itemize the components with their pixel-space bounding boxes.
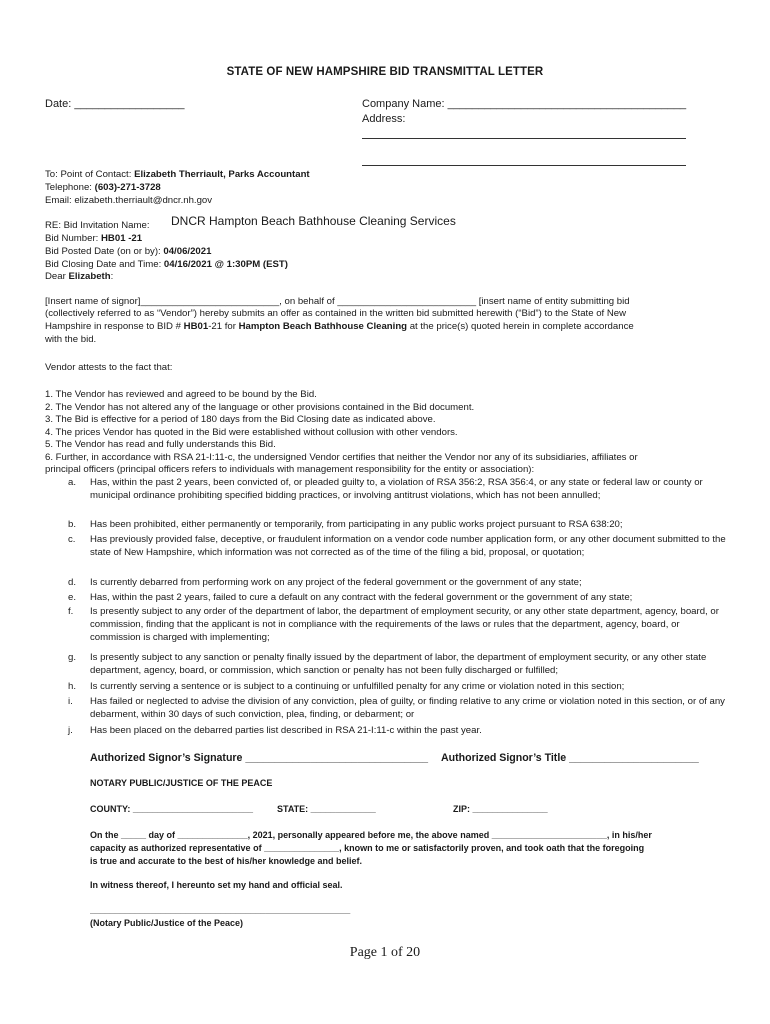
list-item: 3. The Bid is effective for a period of 180 days from the Bid Closing date as indicated above. xyxy=(45,414,436,425)
list-item: 2. The Vendor has not altered any of the language or other provisions contained in the Bid document. xyxy=(45,402,475,413)
sub-item-letter: g. xyxy=(68,652,77,663)
sub-item-text: Is currently serving a sentence or is subject to a continuing or unfulfilled penalty for any crime or violation noted in this section; xyxy=(90,681,625,692)
contact-name: Elizabeth Therriault, Parks Accountant xyxy=(134,169,310,180)
sub-item-text: Has been placed on the debarred parties list described in RSA 21-I:11-c within the past year. xyxy=(90,725,482,736)
zip-field[interactable]: ZIP: _______________ xyxy=(453,804,548,814)
attest-heading: Vendor attests to the fact that: xyxy=(45,362,173,373)
point-of-contact: To: Point of Contact: Elizabeth Therriault, Parks Accountant xyxy=(45,169,310,180)
sub-item-letter: c. xyxy=(68,534,76,545)
address-label: Address: xyxy=(362,113,406,125)
sub-item-text: Is presently subject to any order of the department of labor, the department of employment security, or any other state department, agency, board, or commission, finding that the applicant is not in compliance with the requirements of the laws or rules that the department, agency, board, or commission is charged with implementing; xyxy=(90,606,719,643)
authorized-signor-signature-field[interactable]: Authorized Signor’s Signature _______________________________ xyxy=(90,752,429,764)
sub-item-letter: a. xyxy=(68,477,77,488)
bid-closing-date: Bid Closing Date and Time: 04/16/2021 @ 1:30PM (EST) xyxy=(45,259,288,270)
county-field[interactable]: COUNTY: ________________________ xyxy=(90,804,253,814)
list-item: 4. The prices Vendor has quoted in the Bid were established without collusion with other vendors. xyxy=(45,427,458,438)
list-item: 5. The Vendor has read and fully understands this Bid. xyxy=(45,439,276,450)
authorized-signor-title-field[interactable]: Authorized Signor’s Title ______________________ xyxy=(441,752,699,764)
sub-item-letter: i. xyxy=(68,696,73,707)
telephone-value: (603)-271-3728 xyxy=(94,182,161,193)
sub-item-text: Has, within the past 2 years, been convicted of, or pleaded guilty to, a violation of RSA 356:2, RSA 356:4, or any state or federal law or county or municipal ordinance prohibiting specified bidding practices, or involving antitrust violations, which has not been annulled; xyxy=(90,477,703,501)
page-title: STATE OF NEW HAMPSHIRE BID TRANSMITTAL LETTER xyxy=(226,66,544,78)
sub-item-letter: b. xyxy=(68,519,77,530)
sub-item-letter: d. xyxy=(68,577,77,588)
oath-line-3: is true and accurate to the best of his/her knowledge and belief. xyxy=(90,856,363,866)
sub-item-text: Is currently debarred from performing work on any project of the federal government or the government of any state; xyxy=(90,577,582,588)
sub-item-text: Is presently subject to any sanction or penalty finally issued by the department of labor, the department of employment security, or any other state department, agency, board, or commission, which sanction or penalty has not been fully discharged or fulfilled; xyxy=(90,652,707,676)
telephone: Telephone: (603)-271-3728 xyxy=(45,182,161,193)
bid-posted-date: Bid Posted Date (on or by): 04/06/2021 xyxy=(45,246,212,257)
bid-invitation-label: RE: Bid Invitation Name: xyxy=(45,220,150,231)
list-item-continued: principal officers (principal officers refers to individuals with management responsibility for the entity or association): xyxy=(45,464,535,475)
email-value: elizabeth.therriault@dncr.nh.gov xyxy=(74,195,213,206)
notary-heading: NOTARY PUBLIC/JUSTICE OF THE PEACE xyxy=(90,778,273,788)
sub-item-letter: h. xyxy=(68,681,77,692)
address-line-2 xyxy=(362,165,686,166)
intro-line-4: with the bid. xyxy=(45,334,97,345)
email: Email: elizabeth.therriault@dncr.nh.gov xyxy=(45,195,213,206)
sub-item-letter: j. xyxy=(68,725,73,736)
intro-line-2: (collectively referred to as “Vendor”) hereby submits an offer as contained in the written bid submitted herewith (“Bid”) to the State of New xyxy=(45,308,627,319)
sub-item-text: Has previously provided false, deceptive, or fraudulent information on a vendor code number application form, or any other document submitted to the state of New Hampshire, which information was not corrected as of the time of the filing a bid, proposal, or quotation; xyxy=(90,534,726,558)
sub-item-letter: e. xyxy=(68,592,77,603)
date-field-label: Date: __________________ xyxy=(45,98,185,110)
intro-line-3: Hampshire in response to BID # HB01-21 for Hampton Beach Bathhouse Cleaning at the price(s) quoted herein in complete accordance xyxy=(45,321,634,332)
bid-invitation-name-field[interactable]: DNCR Hampton Beach Bathhouse Cleaning Services xyxy=(171,214,456,228)
sub-item-letter: f. xyxy=(68,606,74,617)
state-field[interactable]: STATE: _____________ xyxy=(277,804,376,814)
page-number: Page 1 of 20 xyxy=(349,945,421,960)
sub-item-text: Has failed or neglected to advise the division of any conviction, plea of guilty, or finding relative to any crime or violation noted in this section, or of any debarment, within 30 days of such conviction, plea, finding, or debarment; or xyxy=(90,696,725,720)
witness-statement: In witness thereof, I hereunto set my hand and official seal. xyxy=(90,880,343,890)
list-item: 6. Further, in accordance with RSA 21-I:11-c, the undersigned Vendor certifies that neither the Vendor nor any of its subsidiaries, affiliates or xyxy=(45,452,638,463)
salutation: Dear Elizabeth: xyxy=(45,271,114,282)
address-line-1 xyxy=(362,138,686,139)
intro-line-1: [Insert name of signor]__________________________, on behalf of __________________________ [insert name of entity submitting bid xyxy=(45,296,630,307)
company-name-label: Company Name: _______________________________________ xyxy=(362,98,687,110)
bid-number: Bid Number: HB01 -21 xyxy=(45,233,143,244)
list-item: 1. The Vendor has reviewed and agreed to be bound by the Bid. xyxy=(45,389,317,400)
notary-signature-line[interactable]: ____________________________________________________ xyxy=(90,905,351,915)
sub-item-text: Has been prohibited, either permanently or temporarily, from participating in any public works project pursuant to RSA 638:20; xyxy=(90,519,623,530)
oath-line-2: capacity as authorized representative of _______________, known to me or satisfactorily proven, and took oath that the foregoing xyxy=(90,843,645,853)
sub-item-text: Has, within the past 2 years, failed to cure a default on any contract with the federal government or the government of any state; xyxy=(90,592,633,603)
oath-line-1: On the _____ day of ______________, 2021, personally appeared before me, the above named _______________________, in his/her xyxy=(90,830,652,840)
notary-signature-caption: (Notary Public/Justice of the Peace) xyxy=(90,918,244,928)
